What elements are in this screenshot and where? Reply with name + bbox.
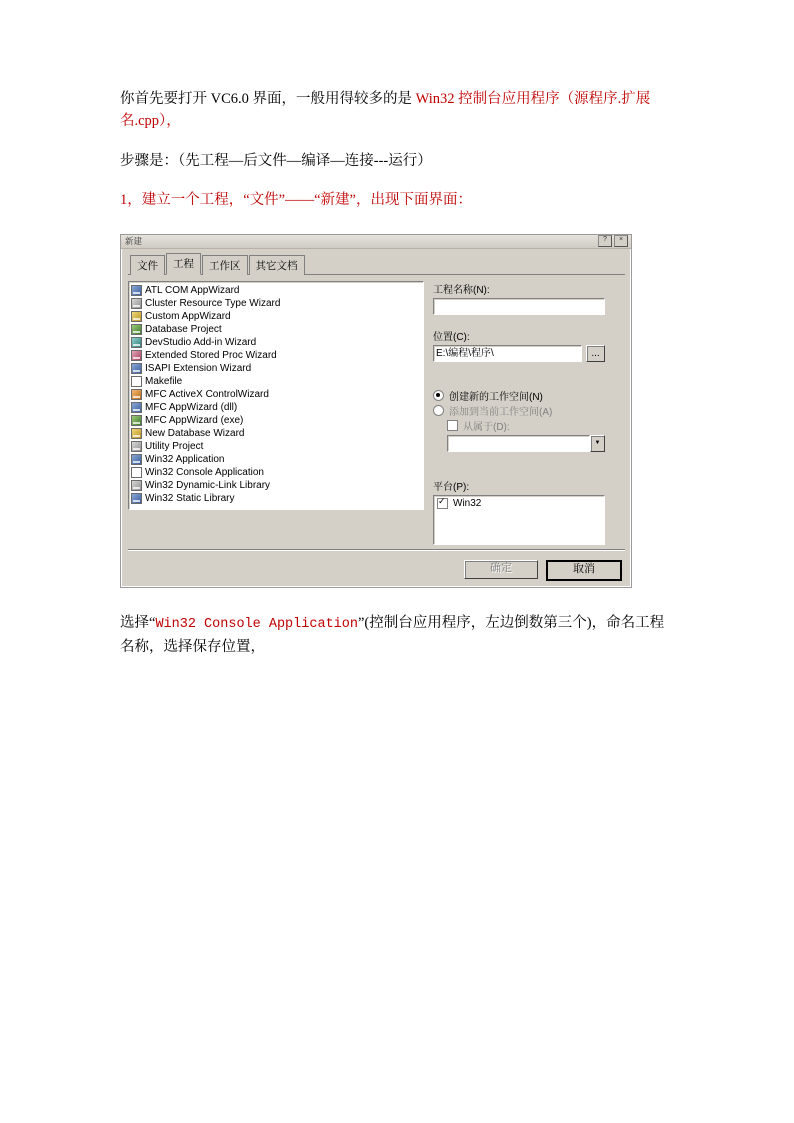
project-name-input[interactable] xyxy=(433,298,605,315)
project-type-icon xyxy=(131,441,142,452)
project-type-icon xyxy=(131,350,142,361)
checkbox-dependency[interactable] xyxy=(447,418,605,433)
project-type-icon xyxy=(131,480,142,491)
paragraph-select xyxy=(120,612,674,658)
list-item[interactable] xyxy=(131,440,423,453)
titlebar-buttons xyxy=(598,235,629,247)
paragraph-intro xyxy=(120,88,674,133)
radio-icon xyxy=(433,405,444,416)
project-type-icon xyxy=(131,389,142,400)
radio-create-new-workspace[interactable] xyxy=(433,388,605,403)
list-item-label: MFC AppWizard (dll) xyxy=(145,401,238,413)
project-type-icon xyxy=(131,493,142,504)
spacer xyxy=(433,315,605,328)
help-button[interactable]: ? xyxy=(598,235,612,247)
location-input[interactable]: E:\编程\程序\ xyxy=(433,345,582,362)
tab-other-documents[interactable]: 其它文档 xyxy=(249,255,305,275)
intro-text-red: Win32 控制台应用程序（源程序.扩展名.cpp）， xyxy=(120,91,651,130)
divider xyxy=(128,549,625,551)
project-type-icon xyxy=(131,454,142,465)
right-pane xyxy=(433,281,605,545)
checkbox-label: 从属于(D): xyxy=(463,421,510,433)
dialog-buttons xyxy=(128,560,625,581)
project-type-icon xyxy=(131,285,142,296)
list-item-label: Database Project xyxy=(145,323,222,335)
list-item[interactable] xyxy=(131,362,423,375)
list-item[interactable] xyxy=(131,453,423,466)
tabstrip xyxy=(128,256,625,275)
tab-projects[interactable]: 工程 xyxy=(166,253,201,275)
project-type-icon xyxy=(131,428,142,439)
new-dialog xyxy=(120,234,632,588)
list-item-label: New Database Wizard xyxy=(145,427,245,439)
list-item-label: DevStudio Add-in Wizard xyxy=(145,336,257,348)
browse-button[interactable]: ... xyxy=(586,345,605,362)
list-item-label: Win32 Application xyxy=(145,453,225,465)
select-text-highlight: Win32 Console Application xyxy=(155,616,358,632)
ok-button[interactable]: 确定 xyxy=(464,560,538,579)
cancel-button[interactable]: 取消 xyxy=(546,560,622,581)
radio-add-to-current-workspace[interactable] xyxy=(433,403,605,418)
list-item[interactable] xyxy=(131,323,423,336)
list-item[interactable] xyxy=(131,310,423,323)
list-item-label: MFC ActiveX ControlWizard xyxy=(145,388,269,400)
dependency-input[interactable] xyxy=(447,435,590,452)
list-item[interactable] xyxy=(131,297,423,310)
chevron-down-icon[interactable]: ▼ xyxy=(590,435,605,452)
paragraph-steps: 步骤是：（先工程—后文件—编译—连接---运行） xyxy=(120,152,432,169)
project-type-icon xyxy=(131,311,142,322)
list-item[interactable] xyxy=(131,401,423,414)
list-item-label: Win32 Console Application xyxy=(145,466,264,478)
location-label: 位置(C): xyxy=(433,331,470,343)
list-item-label: Cluster Resource Type Wizard xyxy=(145,297,281,309)
location-row xyxy=(433,345,605,362)
list-item[interactable] xyxy=(131,427,423,440)
radio-icon xyxy=(433,390,444,401)
checkbox-icon xyxy=(447,420,458,431)
list-item-label: ISAPI Extension Wizard xyxy=(145,362,252,374)
platform-item-label: Win32 xyxy=(453,497,482,509)
platform-label: 平台(P): xyxy=(433,481,470,493)
list-item[interactable] xyxy=(131,336,423,349)
select-text-prefix: 选择“ xyxy=(120,614,156,631)
radio-label: 创建新的工作空间(N) xyxy=(449,391,543,403)
new-project-dialog-screenshot xyxy=(120,234,632,588)
dialog-body xyxy=(121,249,631,587)
list-item[interactable] xyxy=(131,349,423,362)
spacer xyxy=(433,465,605,478)
list-item[interactable] xyxy=(131,284,423,297)
list-item[interactable] xyxy=(131,388,423,401)
intro-text-black: 你首先要打开 VC6.0 界面，一般用得较多的是 xyxy=(120,91,416,107)
list-item[interactable] xyxy=(131,492,423,505)
project-type-icon xyxy=(131,363,142,374)
spacer xyxy=(433,452,605,465)
select-text-suffix: ”(控制台应用程序，左边倒数第三个)，命名工程名称，选择保存位置， xyxy=(120,614,665,655)
dialog-titlebar xyxy=(121,235,631,249)
radio-label: 添加到当前工作空间(A) xyxy=(449,406,553,418)
project-type-icon xyxy=(131,376,142,387)
project-type-icon xyxy=(131,324,142,335)
project-type-icon xyxy=(131,402,142,413)
project-type-icon xyxy=(131,337,142,348)
close-button[interactable]: × xyxy=(614,235,628,247)
project-type-list[interactable] xyxy=(128,281,424,510)
list-item-win32-console[interactable] xyxy=(131,466,423,479)
list-item-label: Extended Stored Proc Wizard xyxy=(145,349,277,361)
tab-files[interactable]: 文件 xyxy=(130,255,165,275)
list-item-label: MFC AppWizard (exe) xyxy=(145,414,244,426)
list-item[interactable] xyxy=(131,375,423,388)
platform-item[interactable] xyxy=(437,498,601,509)
list-item[interactable] xyxy=(131,414,423,427)
project-type-icon xyxy=(131,415,142,426)
dependency-combo[interactable] xyxy=(447,435,605,452)
paragraph-step1: 1，建立一个工程，“文件”——“新建”，出现下面界面： xyxy=(120,192,472,209)
project-type-icon xyxy=(131,467,142,478)
checkbox-icon[interactable] xyxy=(437,498,448,509)
spacer xyxy=(433,362,605,375)
list-item[interactable] xyxy=(131,479,423,492)
tab-workspaces[interactable]: 工作区 xyxy=(202,255,248,275)
list-item-label: Custom AppWizard xyxy=(145,310,231,322)
list-item-label: Utility Project xyxy=(145,440,204,452)
project-type-icon xyxy=(131,298,142,309)
dialog-title: 新建 xyxy=(125,236,143,247)
spacer xyxy=(433,375,605,388)
list-item-label: Win32 Static Library xyxy=(145,492,235,504)
platform-list[interactable] xyxy=(433,495,605,545)
list-item-label: Makefile xyxy=(145,375,183,387)
list-item-label: ATL COM AppWizard xyxy=(145,284,240,296)
project-name-label: 工程名称(N): xyxy=(433,284,490,296)
dialog-content xyxy=(128,281,625,545)
list-item-label: Win32 Dynamic-Link Library xyxy=(145,479,271,491)
